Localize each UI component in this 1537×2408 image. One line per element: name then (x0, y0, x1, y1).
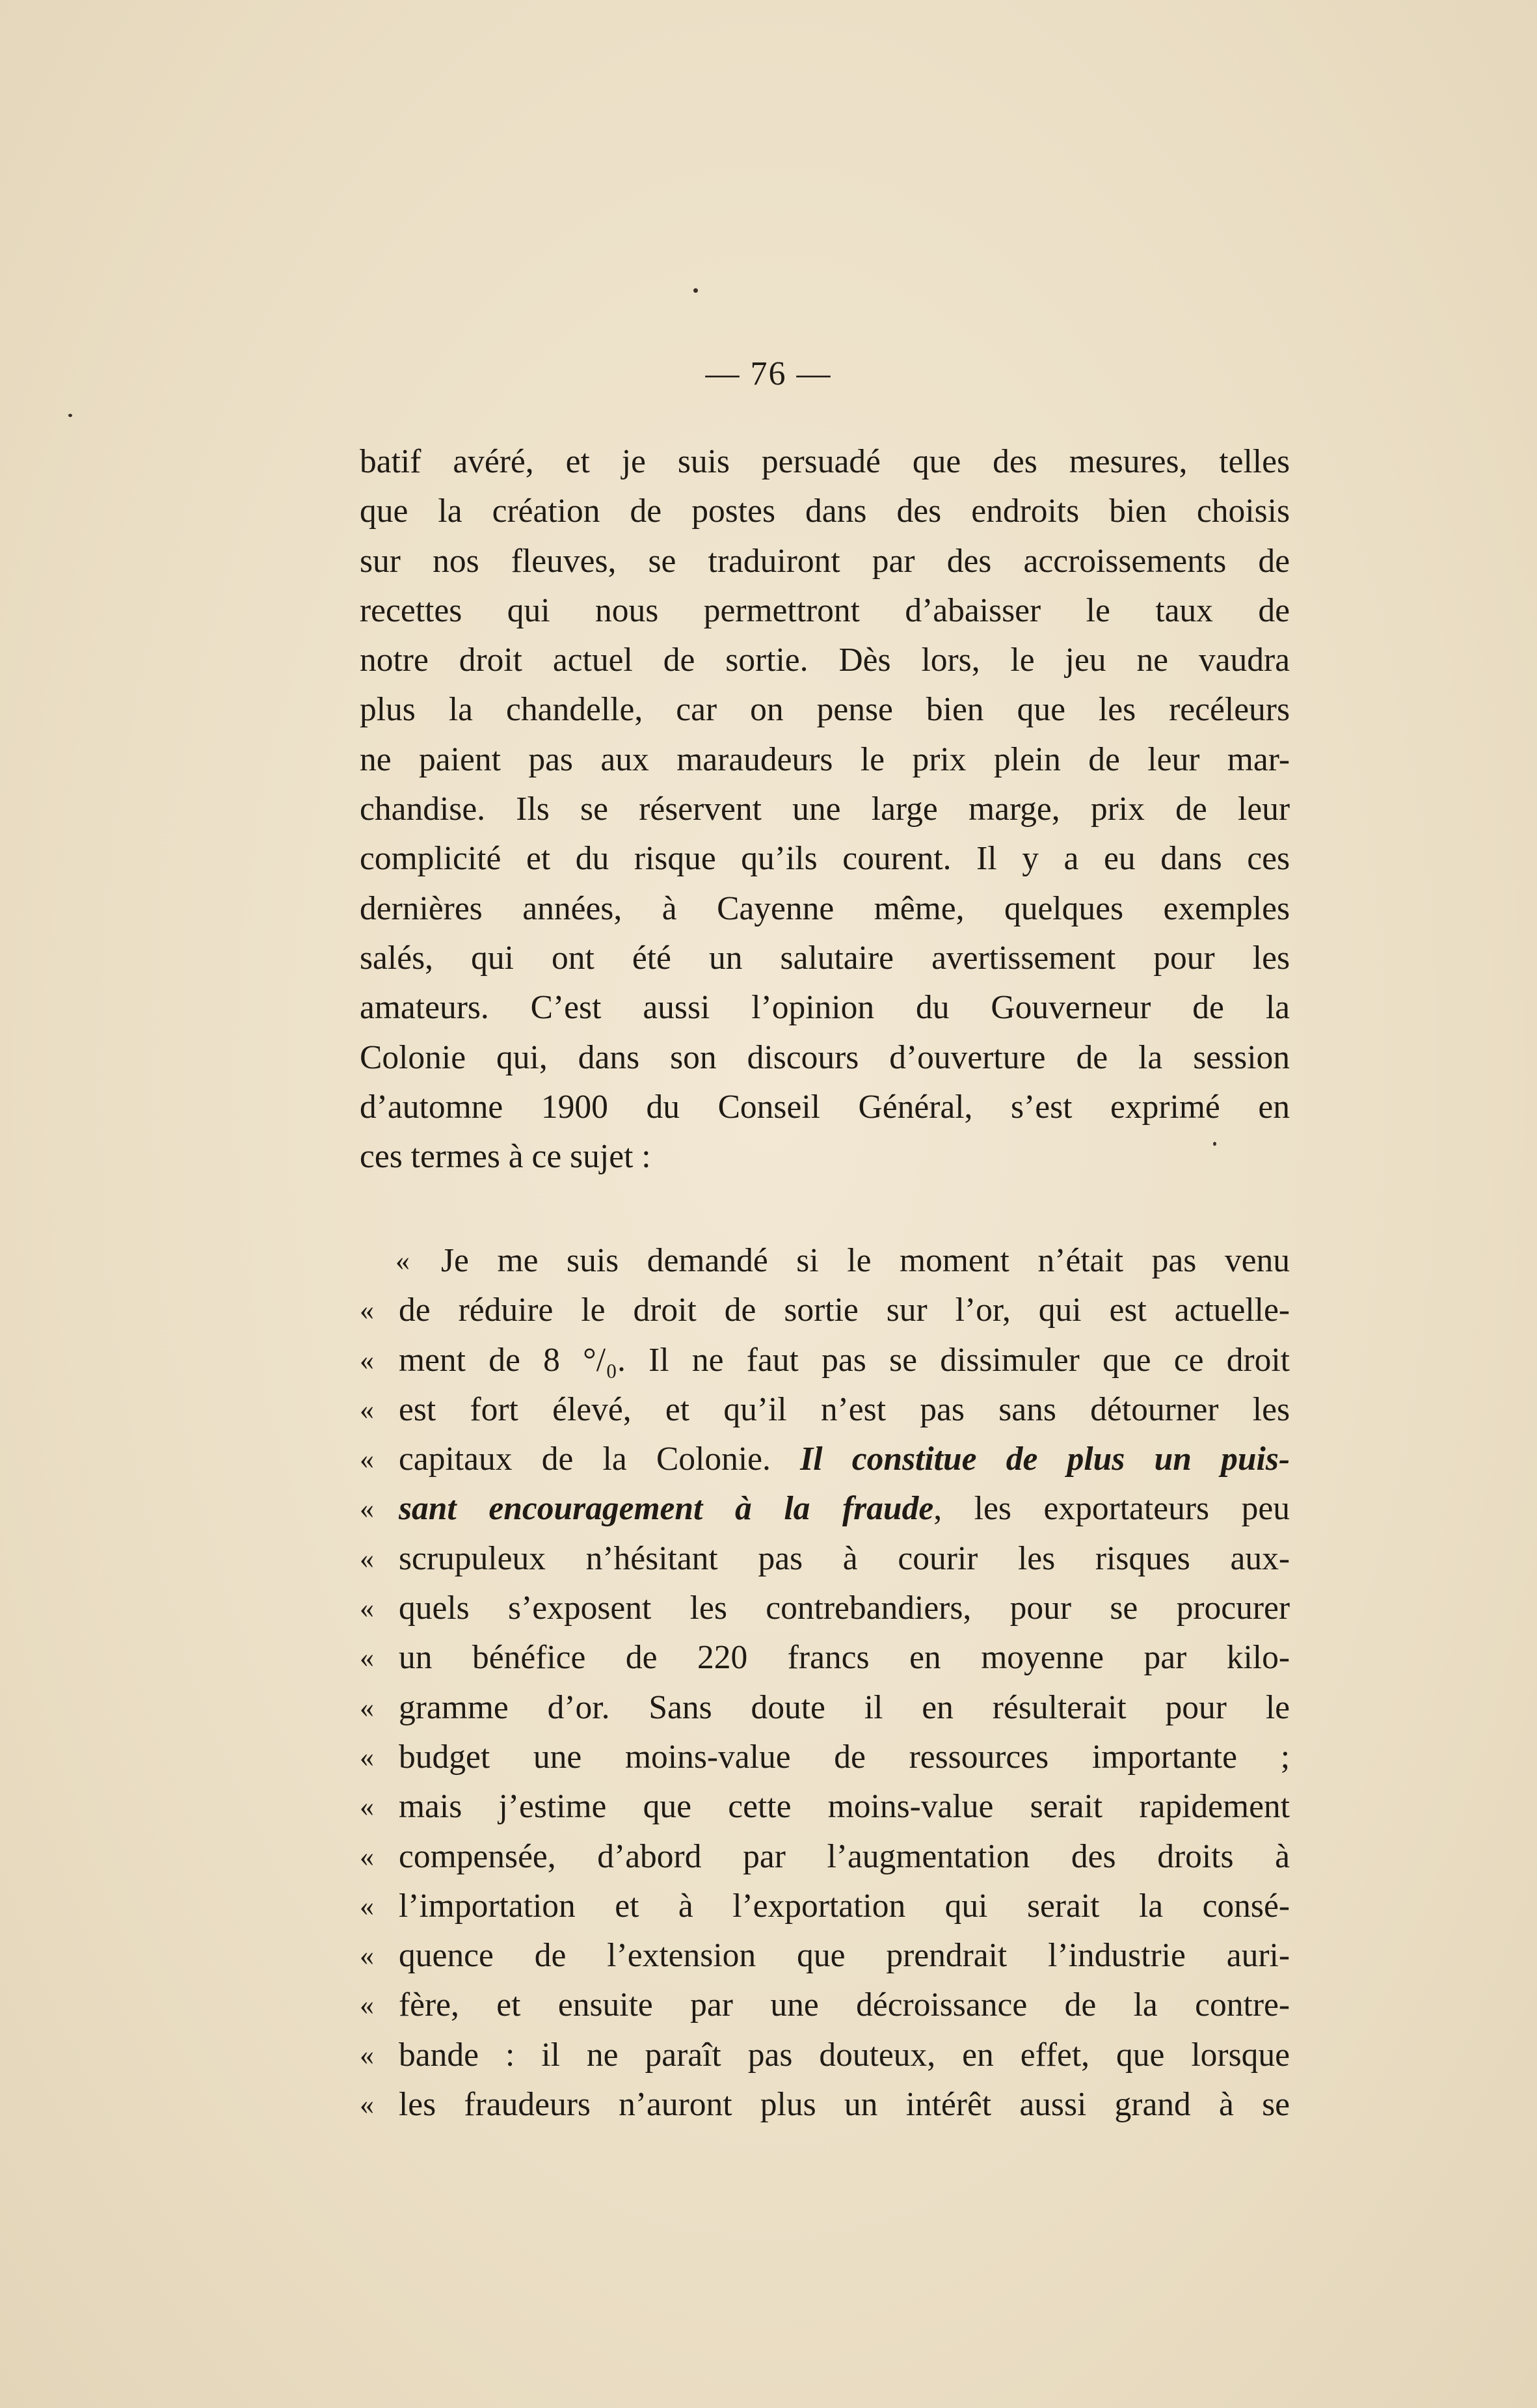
paper-speck (68, 414, 72, 417)
quote-text (399, 1782, 1290, 1832)
quote-text-segment: ment de 8 °/₀. Il ne faut pas se dissimuler que ce droit (399, 1341, 1290, 1379)
quote-line (360, 1534, 1290, 1584)
quote-text (399, 1385, 1290, 1435)
guillemet-mark: « (360, 1989, 374, 2022)
text-line: ne paient pas aux maraudeurs le prix plein de leur mar- (360, 740, 1290, 778)
quote-text (399, 1683, 1290, 1733)
page-number: — 76 — (705, 355, 832, 392)
quote-text (399, 1931, 1290, 1981)
quote-line (360, 1633, 1290, 1683)
guillemet-mark: « (360, 1542, 374, 1575)
quote-line (360, 1683, 1290, 1733)
text-line: salés, qui ont été un salutaire avertissement pour les (360, 939, 1290, 977)
quote-text-segment: de réduire le droit de sortie sur l’or, qui est actuelle- (399, 1292, 1290, 1329)
guillemet-mark: « (360, 2089, 374, 2121)
quote-line (360, 2031, 1290, 2080)
quote-text-segment: mais j’estime que cette moins-value serait rapidement (399, 1788, 1290, 1826)
quote-text-segment: est fort élevé, et qu’il n’est pas sans détourner les (399, 1390, 1290, 1428)
quote-text-segment: , les exportateurs peu (933, 1490, 1290, 1528)
quote-line (360, 1882, 1290, 1931)
paper-speck (1213, 1142, 1216, 1146)
guillemet-mark: « (360, 1642, 374, 1674)
quote-line (360, 1782, 1290, 1832)
quote-line (360, 1584, 1290, 1633)
quote-text (399, 1832, 1290, 1882)
guillemet-mark: « (360, 1592, 374, 1625)
text-line: chandise. Ils se réservent une large marge, prix de leur (360, 791, 1290, 828)
quote-text (399, 2031, 1290, 2080)
text-line: amateurs. C’est aussi l’opinion du Gouverneur de la (360, 989, 1290, 1027)
quote-line (360, 1435, 1290, 1484)
guillemet-mark: « (360, 1740, 374, 1773)
quote-line (360, 1385, 1290, 1435)
emphasized-text: Il constitue de plus un puis- (800, 1441, 1290, 1478)
guillemet-mark: « (360, 1791, 374, 1823)
paper-speck (693, 288, 698, 293)
text-line: dernières années, à Cayenne même, quelques exemples (360, 889, 1290, 927)
text-line: batif avéré, et je suis persuadé que des mesures, telles (360, 443, 1290, 480)
quote-text (399, 1534, 1290, 1584)
emphasized-text: sant encouragement à la fraude (399, 1490, 934, 1528)
quote-line (360, 2080, 1290, 2130)
text-line: recettes qui nous permettront d’abaisser le taux de (360, 591, 1290, 629)
guillemet-mark: « (360, 2038, 374, 2071)
quote-text-segment: l’importation et à l’exportation qui serait la consé- (399, 1887, 1290, 1925)
text-line: sur nos fleuves, se traduiront par des accroissements de (360, 542, 1290, 580)
guillemet-mark: « (360, 1840, 374, 1873)
quotation-block (360, 1236, 1290, 2130)
guillemet-mark: « (360, 1344, 374, 1376)
quote-text-segment: gramme d’or. Sans doute il en résulterait pour le (399, 1688, 1290, 1726)
text-line: complicité et du risque qu’ils courent. Il y a eu dans ces (360, 840, 1290, 878)
guillemet-mark: « (360, 1691, 374, 1724)
quote-line (360, 1236, 1290, 1286)
quote-text (399, 1633, 1290, 1683)
quote-text-segment: budget une moins-value de ressources importante ; (399, 1738, 1290, 1776)
quote-line (360, 1733, 1290, 1782)
text-line: ces termes à ce sujet : (360, 1138, 651, 1176)
quote-text-segment: scrupuleux n’hésitant pas à courir les risques aux- (399, 1539, 1290, 1577)
quote-text (399, 1981, 1290, 2030)
quote-text (399, 1882, 1290, 1931)
quote-text-segment: quence de l’extension que prendrait l’industrie auri- (399, 1937, 1290, 1975)
quote-text-segment: quels s’exposent les contrebandiers, pour se procurer (399, 1590, 1290, 1627)
text-line: Colonie qui, dans son discours d’ouverture de la session (360, 1038, 1290, 1076)
body-paragraph (360, 437, 1290, 1182)
quote-text-segment: bande : il ne paraît pas douteux, en effet, que lorsque (399, 2036, 1290, 2074)
text-line: d’automne 1900 du Conseil Général, s’est exprimé en (360, 1088, 1290, 1126)
quote-text (399, 1484, 1290, 1534)
quote-line (360, 1981, 1290, 2030)
guillemet-mark: « (360, 1443, 374, 1476)
quote-text (399, 1286, 1290, 1335)
quote-text-segment: Je me suis demandé si le moment n’était pas venu (441, 1242, 1290, 1279)
quote-text (399, 1584, 1290, 1633)
quote-text-segment: les fraudeurs n’auront plus un intérêt aussi grand à se (399, 2086, 1290, 2124)
quote-line (360, 1484, 1290, 1534)
guillemet-mark: « (360, 1294, 374, 1327)
guillemet-mark: « (360, 1493, 374, 1525)
guillemet-mark: « (360, 1889, 374, 1922)
guillemet-mark: « (360, 1940, 374, 1972)
quote-line (360, 1931, 1290, 1981)
quote-text (434, 1236, 1290, 1286)
guillemet-mark: « (360, 1393, 374, 1426)
quote-line (360, 1832, 1290, 1882)
quote-text (399, 2080, 1290, 2130)
quote-text-segment: compensée, d’abord par l’augmentation des droits à (399, 1837, 1290, 1875)
guillemet-mark: « (395, 1245, 410, 1277)
quote-text (399, 1336, 1290, 1385)
text-line: que la création de postes dans des endroits bien choisis (360, 493, 1290, 530)
quote-line (360, 1336, 1290, 1385)
quote-text-segment: fère, et ensuite par une décroissance de la contre- (399, 1986, 1290, 2024)
quote-text (399, 1733, 1290, 1782)
quote-text-segment: capitaux de la Colonie. (399, 1441, 801, 1478)
quote-text-segment: un bénéfice de 220 francs en moyenne par kilo- (399, 1639, 1290, 1677)
quote-line (360, 1286, 1290, 1335)
quote-text (399, 1435, 1290, 1484)
text-line: notre droit actuel de sortie. Dès lors, le jeu ne vaudra (360, 642, 1290, 679)
text-line: plus la chandelle, car on pense bien que les recéleurs (360, 691, 1290, 729)
